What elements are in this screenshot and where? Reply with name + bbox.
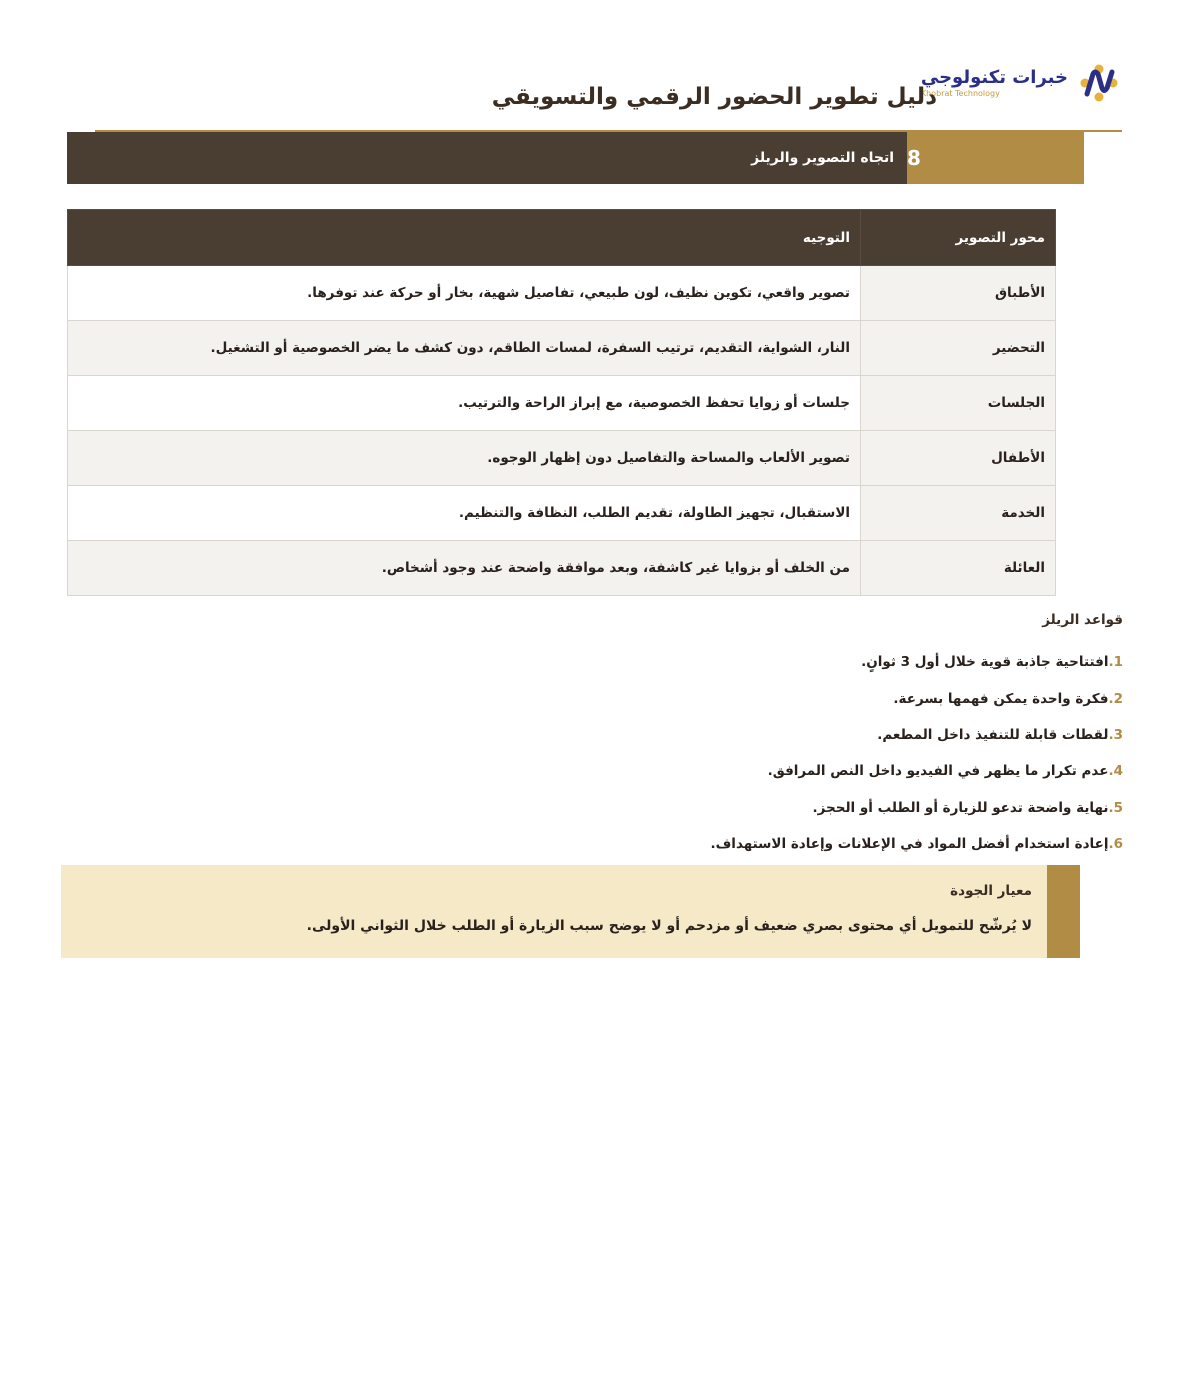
reels-rules-list [123,644,1123,862]
list-item [123,826,1123,862]
logo-wordmark [920,66,1068,98]
section-number: 8 [907,132,1084,184]
list-item [123,644,1123,680]
logo-mark-icon [1076,60,1122,106]
axis-cell: الأطباق [861,266,1056,321]
company-logo [921,58,1122,108]
list-item [123,717,1123,753]
quality-standard-label: معيار الجودة [950,883,1032,899]
quality-standard-callout [61,865,1080,958]
photography-guide-table [67,209,1056,596]
table-row [68,486,1056,541]
quality-standard-text: لا يُرشّح للتمويل أي محتوى بصري ضعيف أو مزدحم أو لا يوضح سبب الزيارة أو الطلب خلال الثواني الأولى. [306,918,1032,934]
table-row [68,321,1056,376]
section-title: اتجاه التصوير والريلز [751,150,894,166]
list-item-text: فكرة واحدة يمكن فهمها بسرعة. [893,690,1109,707]
list-item [123,680,1123,716]
list-item-number: 1. [1108,654,1123,671]
section-heading-bar [67,132,1084,184]
direction-cell: تصوير الألعاب والمساحة والتفاصيل دون إظهار الوجوه. [68,431,861,486]
column-header-axis: محور التصوير [861,210,1056,266]
column-header-direction: التوجيه [68,210,861,266]
table-header-row [68,210,1056,266]
list-item-text: لقطات قابلة للتنفيذ داخل المطعم. [877,726,1109,743]
list-item-text: عدم تكرار ما يظهر في الفيديو داخل النص المرافق. [767,763,1109,780]
list-item-number: 6. [1108,836,1123,853]
document-title: دليل تطوير الحضور الرقمي والتسويقي [491,84,937,110]
list-item-text: نهاية واضحة تدعو للزيارة أو الطلب أو الحجز. [812,799,1109,816]
direction-cell: الاستقبال، تجهيز الطاولة، تقديم الطلب، النظافة والتنظيم. [68,486,861,541]
axis-cell: العائلة [861,541,1056,596]
table-row [68,431,1056,486]
table-row [68,266,1056,321]
table-row [68,541,1056,596]
table-row [68,376,1056,431]
list-item-text: افتتاحية جاذبة قوية خلال أول 3 ثوانٍ. [861,654,1109,671]
axis-cell: التحضير [861,321,1056,376]
list-item-number: 3. [1108,726,1123,743]
callout-accent-bar [1047,865,1080,958]
list-item-text: إعادة استخدام أفضل المواد في الإعلانات وإعادة الاستهداف. [710,836,1109,853]
list-item-number: 2. [1108,690,1123,707]
direction-cell: تصوير واقعي، تكوين نظيف، لون طبيعي، تفاصيل شهية، بخار أو حركة عند توفرها. [68,266,861,321]
direction-cell: من الخلف أو بزوايا غير كاشفة، وبعد موافقة واضحة عند وجود أشخاص. [68,541,861,596]
direction-cell: النار، الشواية، التقديم، ترتيب السفرة، لمسات الطاقم، دون كشف ما يضر الخصوصية أو التشغيل. [68,321,861,376]
list-item [123,790,1123,826]
direction-cell: جلسات أو زوايا تحفظ الخصوصية، مع إبراز الراحة والترتيب. [68,376,861,431]
axis-cell: الخدمة [861,486,1056,541]
logo-arabic-text: خبرات تكنولوجي [920,66,1068,88]
page-header [95,50,1122,132]
list-item [123,753,1123,789]
list-item-number: 4. [1108,763,1123,780]
axis-cell: الأطفال [861,431,1056,486]
axis-cell: الجلسات [861,376,1056,431]
reels-rules-heading: قواعد الريلز [1042,612,1123,628]
list-item-number: 5. [1108,799,1123,816]
logo-english-text: Khobrat Technology [920,88,1000,98]
